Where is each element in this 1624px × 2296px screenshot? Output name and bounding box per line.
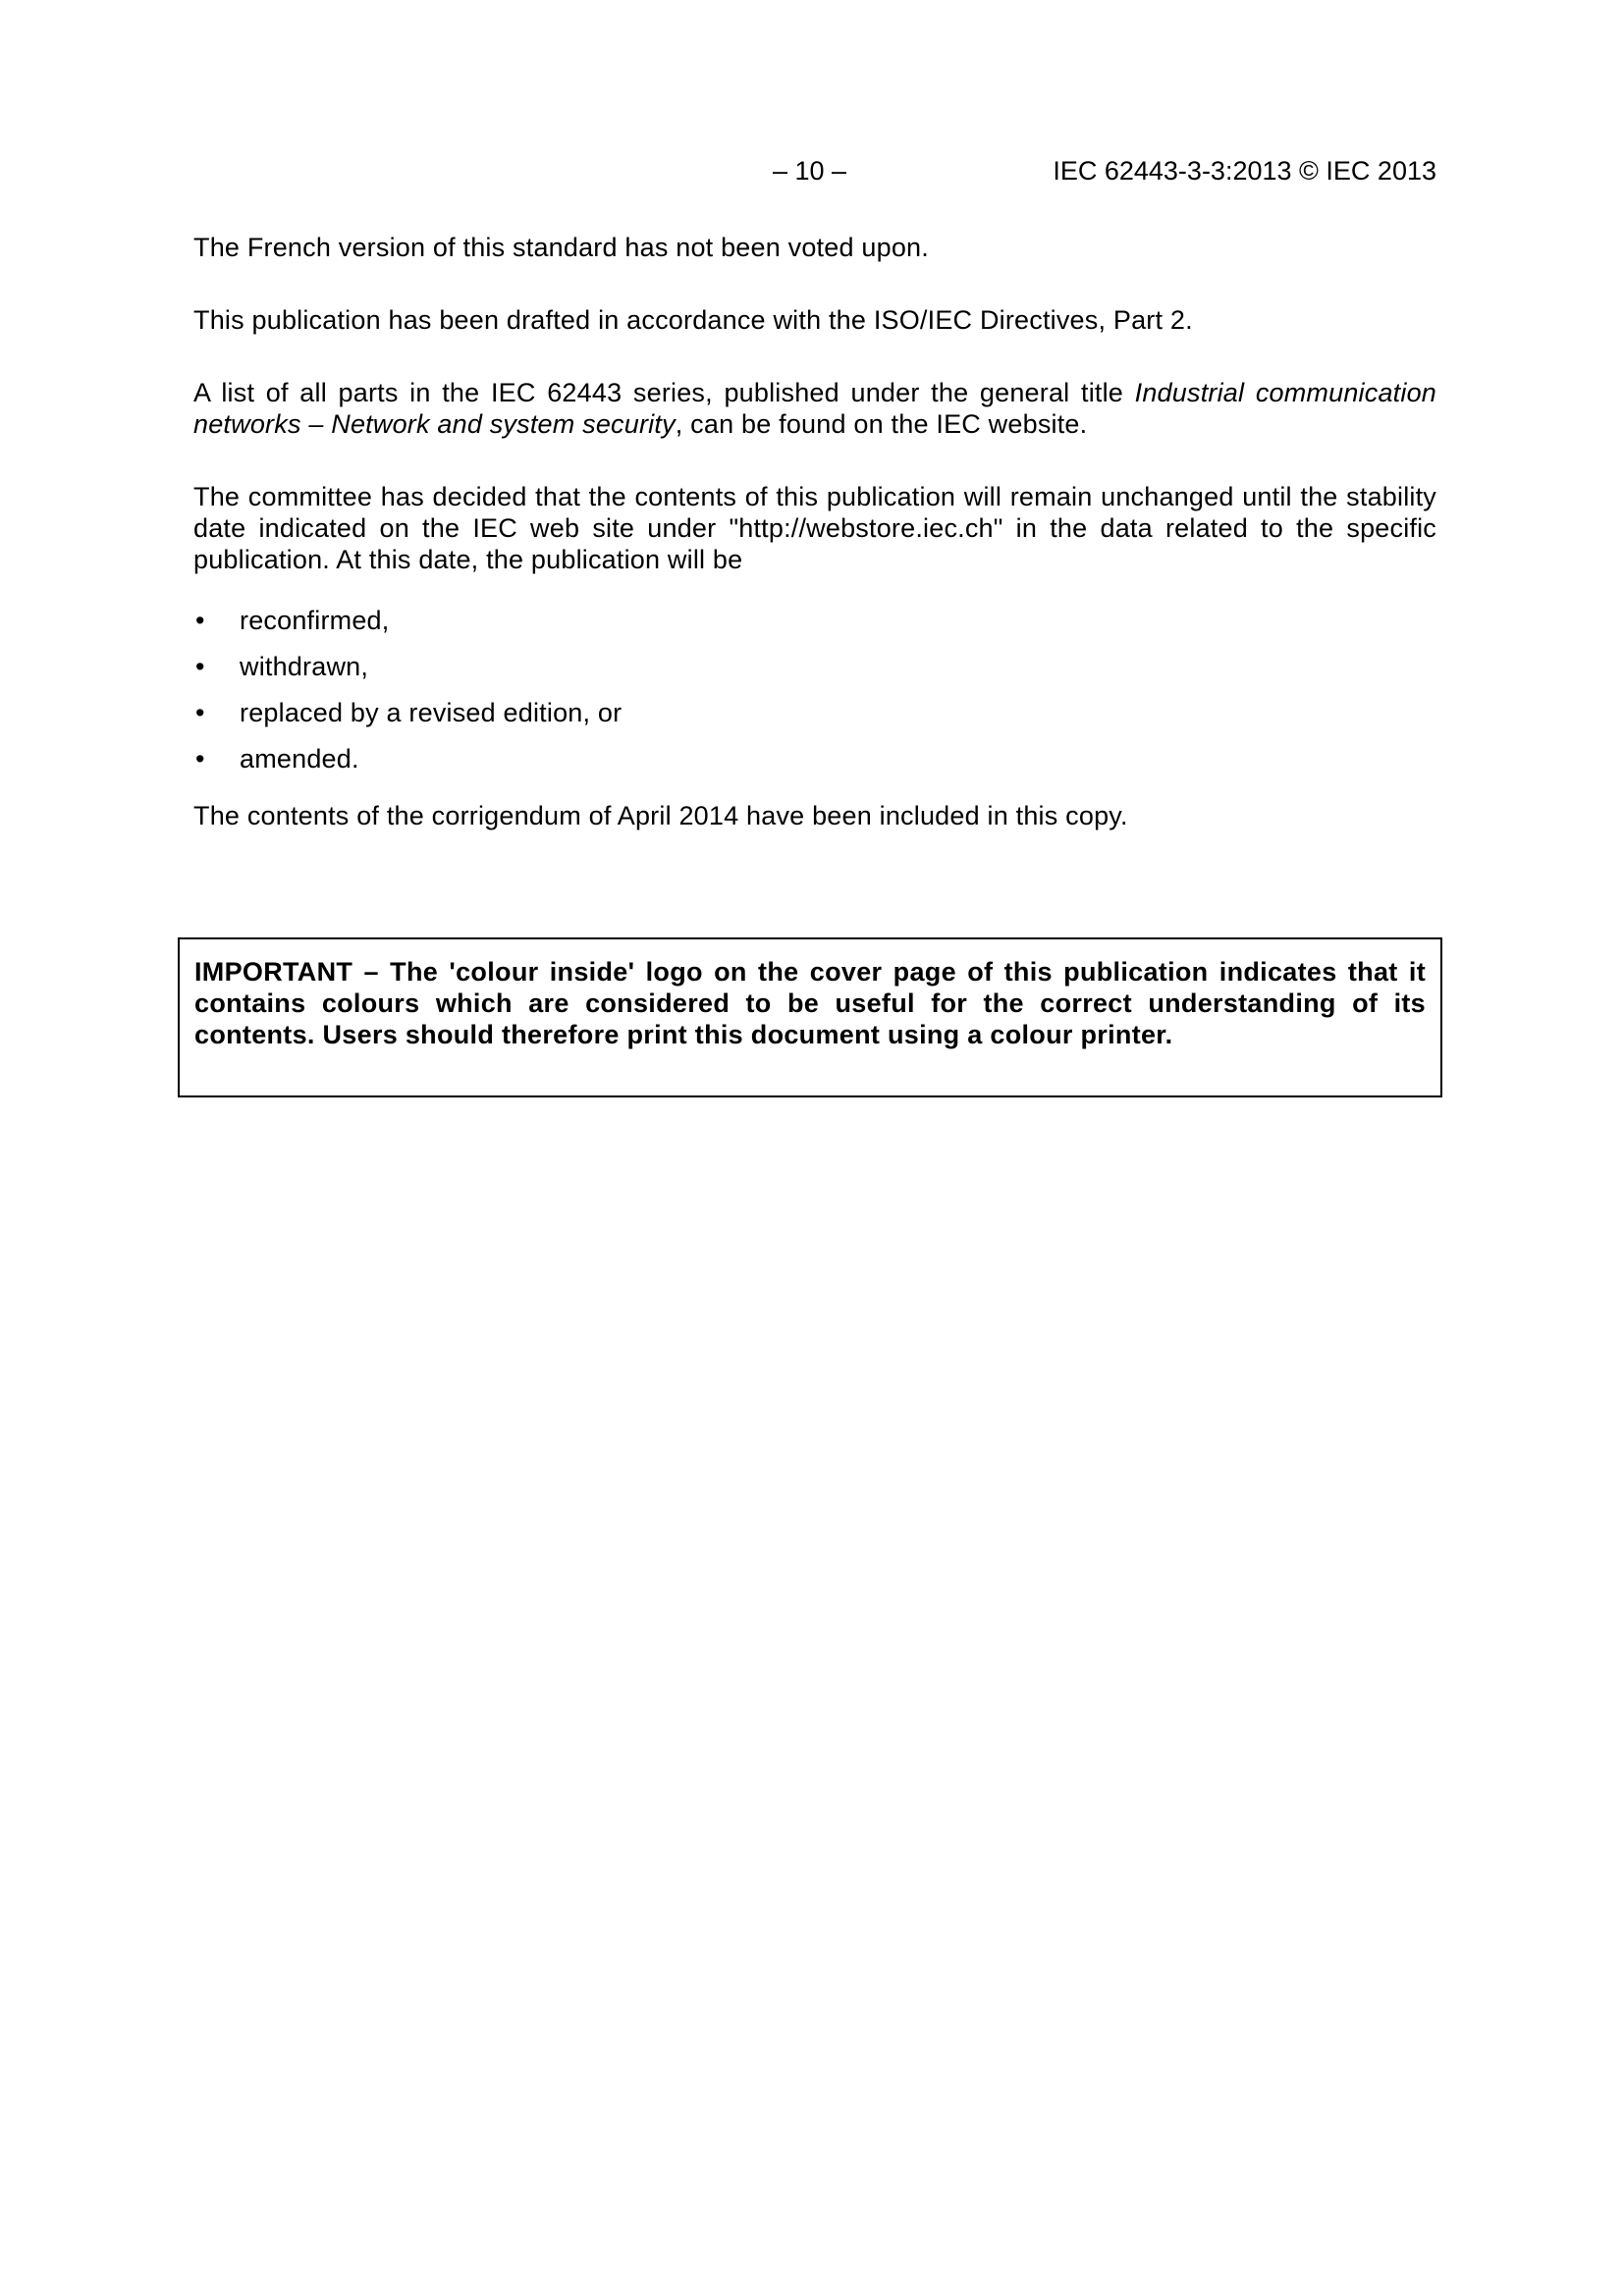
series-general-title: Industrial communication networks – Network and system security bbox=[193, 378, 1436, 439]
bullet-list bbox=[193, 605, 1436, 774]
document-reference: IEC 62443-3-3:2013 © IEC 2013 bbox=[1053, 156, 1436, 186]
page-number: – 10 – bbox=[773, 156, 847, 186]
list-item bbox=[193, 605, 1436, 636]
bullet-icon: • bbox=[195, 698, 205, 727]
paragraph-series-list bbox=[193, 377, 1436, 440]
bullet-icon: • bbox=[195, 652, 205, 681]
paragraph-corrigendum: The contents of the corrigendum of April 2014 have been included in this copy. bbox=[193, 801, 1128, 830]
list-item-text: replaced by a revised edition, or bbox=[240, 698, 623, 727]
bullet-icon: • bbox=[195, 606, 205, 635]
series-list-prefix: A list of all parts in the IEC 62443 series, published under the general title bbox=[193, 378, 1135, 407]
list-item-text: amended. bbox=[240, 744, 359, 774]
list-item-text: withdrawn, bbox=[240, 652, 369, 681]
page-header bbox=[193, 155, 1436, 187]
bullet-icon: • bbox=[195, 744, 205, 774]
list-item bbox=[193, 697, 1436, 728]
important-notice-text: IMPORTANT – The 'colour inside' logo on the cover page of this publication indicates that it contains colours which are considered to be useful for the correct understanding of its contents. Users should therefore print this document using a colour printer. bbox=[194, 957, 1426, 1049]
body-text bbox=[193, 232, 1436, 873]
series-list-suffix: , can be found on the IEC website. bbox=[675, 409, 1088, 439]
paragraph-directives: This publication has been drafted in accordance with the ISO/IEC Directives, Part 2. bbox=[193, 305, 1193, 335]
paragraph-french-version: The French version of this standard has not been voted upon. bbox=[193, 233, 929, 262]
important-notice-box bbox=[178, 937, 1442, 1097]
list-item bbox=[193, 651, 1436, 682]
list-item-text: reconfirmed, bbox=[240, 606, 390, 635]
list-item bbox=[193, 743, 1436, 774]
paragraph-stability-date: The committee has decided that the contents of this publication will remain unchanged until the stability date indicated on the IEC web site under "http://webstore.iec.ch" in the data related to the specific publication. At this date, the publication will be bbox=[193, 482, 1436, 574]
